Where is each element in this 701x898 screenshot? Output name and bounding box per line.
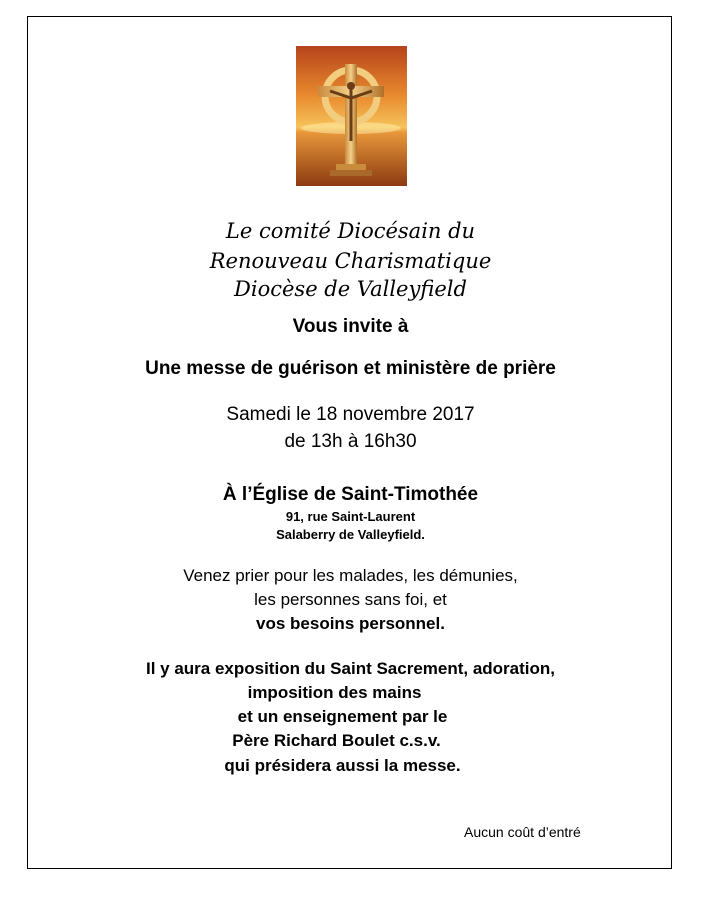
program-line-4: Père Richard Boulet c.s.v.	[232, 731, 441, 750]
invite-heading: Vous invite à	[292, 316, 409, 337]
venue-name: À l’Église de Saint-Timothée	[222, 484, 479, 505]
committee-line-2: Renouveau Charismatique	[209, 249, 492, 273]
program-line-1: Il y aura exposition du Saint Sacrement, adoration,	[145, 659, 556, 678]
venue-street: 91, rue Saint-Laurent	[285, 509, 416, 524]
admission-note: Aucun coût d’entré	[464, 824, 581, 840]
purpose-line-3: vos besoins personnel.	[256, 614, 445, 633]
event-date: Samedi le 18 novembre 2017	[226, 404, 475, 425]
committee-line-1: Le comité Diocésain du	[225, 219, 476, 243]
event-title: Une messe de guérison et ministère de prière	[145, 358, 556, 379]
committee-line-3: Diocèse de Valleyfield	[234, 277, 467, 301]
venue-city: Salaberry de Valleyfield.	[276, 527, 425, 542]
event-time: de 13h à 16h30	[284, 431, 417, 452]
purpose-line-2: les personnes sans foi, et	[254, 590, 447, 609]
crucifix-sunset-image	[296, 46, 407, 186]
purpose-line-1: Venez prier pour les malades, les démunies,	[183, 566, 518, 585]
program-line-5: qui présidera aussi la messe.	[224, 756, 461, 775]
program-line-3: et un enseignement par le	[237, 707, 448, 726]
program-line-2: imposition des mains	[247, 683, 422, 702]
